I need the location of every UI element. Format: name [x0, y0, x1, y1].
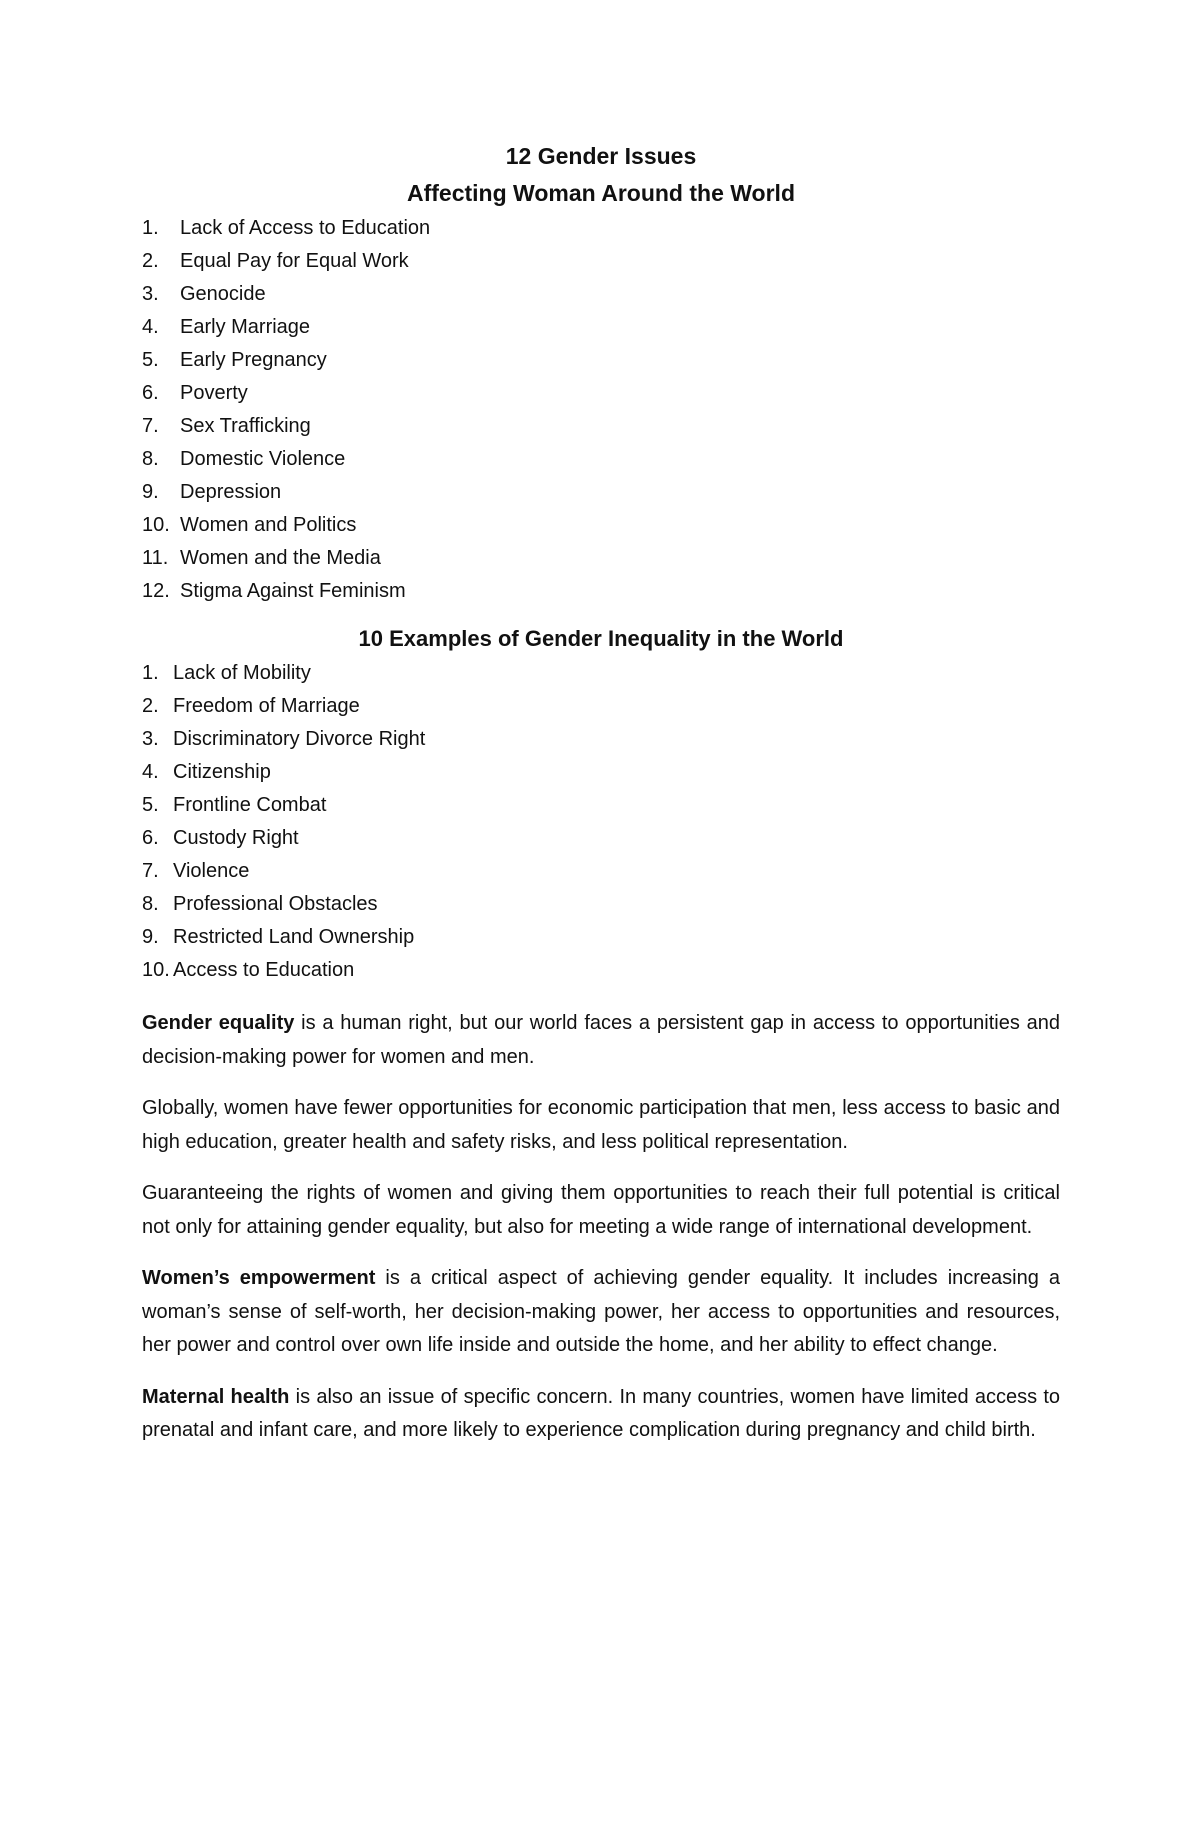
list-number: 7. [142, 860, 159, 882]
list-text: Discriminatory Divorce Right [173, 728, 426, 750]
list-number: 10. [142, 514, 170, 536]
list-item [142, 822, 1060, 855]
document-content [142, 138, 1060, 1448]
list-item [142, 690, 1060, 723]
list-number: 4. [142, 761, 159, 783]
list-number: 5. [142, 794, 159, 816]
list-item [142, 575, 1060, 608]
list-item [142, 888, 1060, 921]
list-number: 2. [142, 695, 159, 717]
list-text: Professional Obstacles [173, 893, 378, 915]
list-number: 11. [142, 547, 169, 569]
list-text: Women and Politics [180, 514, 357, 536]
paragraph-global-opportunities: Globally, women have fewer opportunities for economic participation that men, less access to basic and high education, greater health and safety risks, and less political representation. [142, 1097, 1060, 1153]
title-line-1: 12 Gender Issues [505, 143, 697, 169]
paragraph-maternal-health [142, 1381, 1060, 1448]
list-text: Violence [173, 860, 250, 882]
list-item [142, 855, 1060, 888]
list-number: 6. [142, 382, 159, 404]
list-number: 7. [142, 415, 159, 437]
list-text: Poverty [180, 382, 248, 404]
list-item [142, 542, 1060, 575]
list-number: 6. [142, 827, 159, 849]
list-item [142, 657, 1060, 690]
list-item [142, 311, 1060, 344]
list-item [142, 756, 1060, 789]
paragraph-womens-empowerment [142, 1262, 1060, 1363]
list-number: 1. [142, 662, 159, 684]
paragraph-gender-equality [142, 1007, 1060, 1074]
list-item [142, 443, 1060, 476]
list-number: 8. [142, 448, 159, 470]
list-text: Lack of Access to Education [180, 217, 431, 239]
list-item [142, 245, 1060, 278]
list-text: Custody Right [173, 827, 299, 849]
list-text: Lack of Mobility [173, 662, 311, 684]
list-text: Early Pregnancy [180, 349, 327, 371]
paragraph-guaranteeing-rights: Guaranteeing the rights of women and giving them opportunities to reach their full potential is critical not only for attaining gender equality, but also for meeting a wide range of international development. [142, 1182, 1060, 1238]
title-line-2: Affecting Woman Around the World [407, 180, 795, 206]
list-item [142, 723, 1060, 756]
list-text: Domestic Violence [180, 448, 346, 470]
list-text: Stigma Against Feminism [180, 580, 406, 602]
list-item [142, 921, 1060, 954]
list-text: Sex Trafficking [180, 415, 311, 437]
paragraph-text: is also an issue of specific concern. In many countries, women have limited access to prenatal and infant care, and more likely to experience complication during pregnancy and child birth. [142, 1385, 1060, 1441]
list-item [142, 344, 1060, 377]
list-item [142, 278, 1060, 311]
term-maternal-health: Maternal health [142, 1385, 290, 1408]
list-number: 2. [142, 250, 159, 272]
list-text: Frontline Combat [173, 794, 327, 816]
list-number: 12. [142, 580, 170, 602]
list-item [142, 954, 1060, 987]
list-text: Equal Pay for Equal Work [180, 250, 409, 272]
list-text: Women and the Media [180, 547, 381, 569]
list-text: Freedom of Marriage [173, 695, 360, 717]
list-number: 9. [142, 926, 159, 948]
paragraph-text: is a critical aspect of achieving gender equality. It includes increasing a woman’s sense of self-worth, her decision-making power, her access to opportunities and resources, her power and control over own life inside and outside the home, and her ability to effect change. [142, 1267, 1060, 1356]
list-item [142, 476, 1060, 509]
list-item [142, 410, 1060, 443]
list-text: Restricted Land Ownership [173, 926, 415, 948]
list-number: 9. [142, 481, 159, 503]
list-text: Early Marriage [180, 316, 311, 338]
inequality-examples-list [142, 657, 1060, 987]
list-number: 8. [142, 893, 159, 915]
paragraph-text: is a human right, but our world faces a persistent gap in access to opportunities and decision-making power for women and men. [142, 1012, 1060, 1068]
list-number: 10. [142, 959, 170, 981]
list-item [142, 509, 1060, 542]
term-gender-equality: Gender equality [142, 1012, 295, 1034]
list-text: Citizenship [173, 761, 271, 783]
list-number: 3. [142, 728, 159, 750]
list-number: 3. [142, 283, 159, 305]
list-item [142, 789, 1060, 822]
term-womens-empowerment: Women’s empowerment [142, 1267, 376, 1289]
list-number: 1. [142, 217, 159, 239]
gender-issues-list [142, 212, 1060, 608]
list-text: Access to Education [173, 959, 355, 981]
list-text: Genocide [180, 283, 266, 305]
list-item [142, 377, 1060, 410]
section-2-title: 10 Examples of Gender Inequality in the World [358, 626, 844, 651]
list-number: 4. [142, 316, 159, 338]
list-item [142, 212, 1060, 245]
list-number: 5. [142, 349, 159, 371]
list-text: Depression [180, 481, 282, 503]
